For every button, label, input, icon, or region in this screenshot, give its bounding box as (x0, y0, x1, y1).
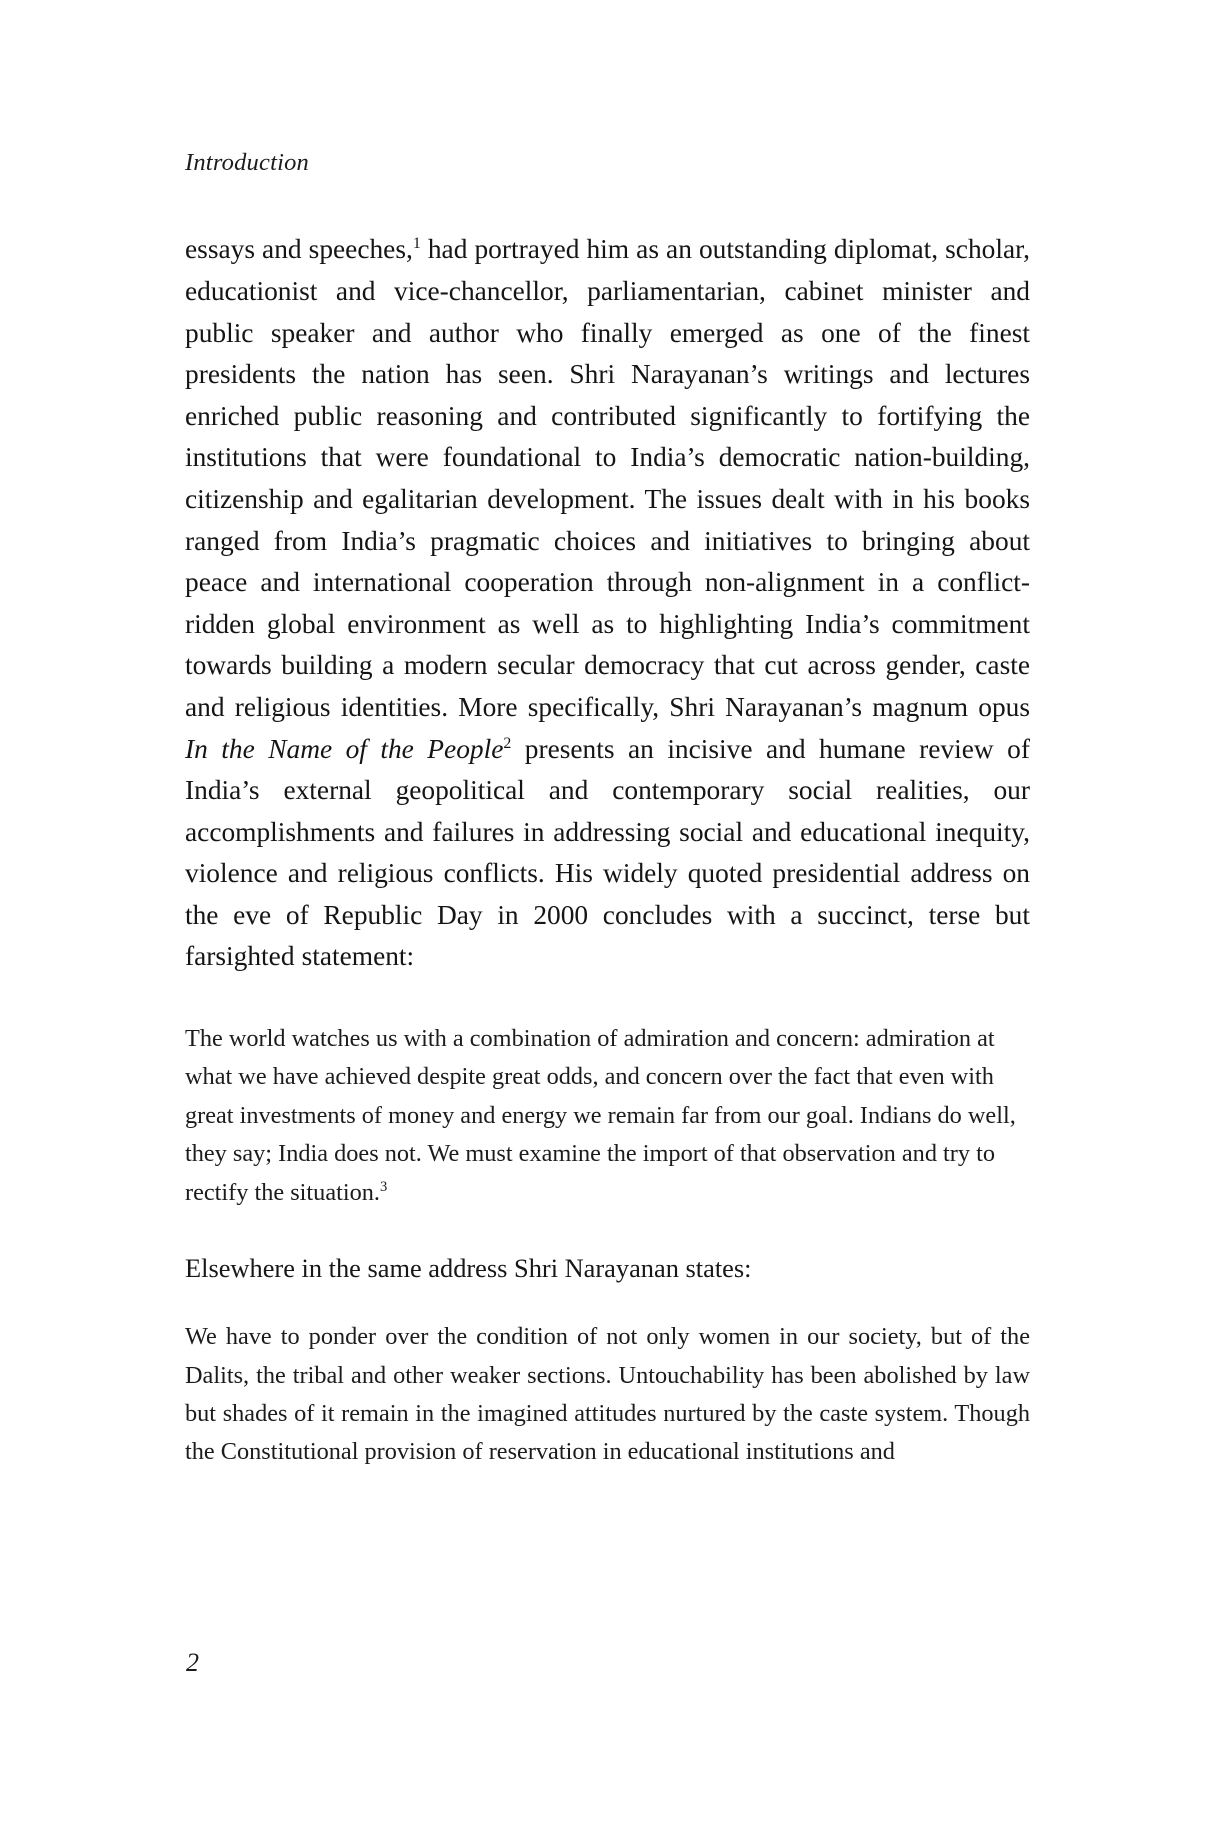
body-paragraph-1 (185, 229, 1030, 978)
block-quote-2: We have to ponder over the condition of not only women in our society, but of the Dalits, the tribal and other weaker sections. Untouchability has been abolished by law but shades of it remain in the imagined attitudes nurtured by the caste system. Though the Constitutional provision of reservation in educational institutions and (185, 1323, 1030, 1466)
page-text-block (185, 148, 1030, 1472)
paragraph-text-part-1: essays and speeches, (185, 234, 413, 265)
book-title-italic: In the Name of the People (185, 733, 504, 764)
footnote-marker-3: 3 (380, 1178, 388, 1195)
block-spacer-1 (185, 978, 1030, 990)
footnote-marker-2: 2 (503, 734, 512, 752)
block-quote-1-text: The world watches us with a combination of admiration and concern: admiration at what we have achieved despite great odds, and concern over the fact that even with great investments of money and energy we remain far from our goal. Indians do well, they say; India does not. We must examine the import of that observation and try to rectify the situation. (185, 1025, 1016, 1206)
lead-in-line: Elsewhere in the same address Shri Narayanan states: (185, 1253, 752, 1284)
paragraph-text-part-3: presents an incisive and humane review of India’s external geopolitical and contemporary social realities, our accomplishments and failures in addressing social and educational inequity, violence and religious conflicts. His widely quoted presidential address on the eve of Republic Day in 2000 concludes with a succinct, terse but farsighted statement: (185, 733, 1030, 972)
block-quote-1 (185, 1020, 1030, 1212)
running-head: Introduction (185, 149, 309, 176)
footnote-marker-1: 1 (412, 235, 421, 253)
page-number: 2 (186, 1648, 199, 1677)
paragraph-text-part-2: had portrayed him as an outstanding diplomat, scholar, educationist and vice-chancellor, parliamentarian, cabinet minister and public speaker and author who finally emerged as one of the finest presidents the nation has seen. Shri Narayanan’s writings and lectures enriched public reasoning and contributed significantly to fortifying the institutions that were foundational to India’s democratic nation-building, citizenship and egalitarian development. The issues dealt with in his books ranged from India’s pragmatic choices and initiatives to bringing about peace and international cooperation through non-alignment in a conflict-ridden global environment as well as to highlighting India’s commitment towards building a modern secular democracy that cut across gender, caste and religious identities. More specifically, Shri Narayanan’s magnum opus (185, 234, 1030, 722)
